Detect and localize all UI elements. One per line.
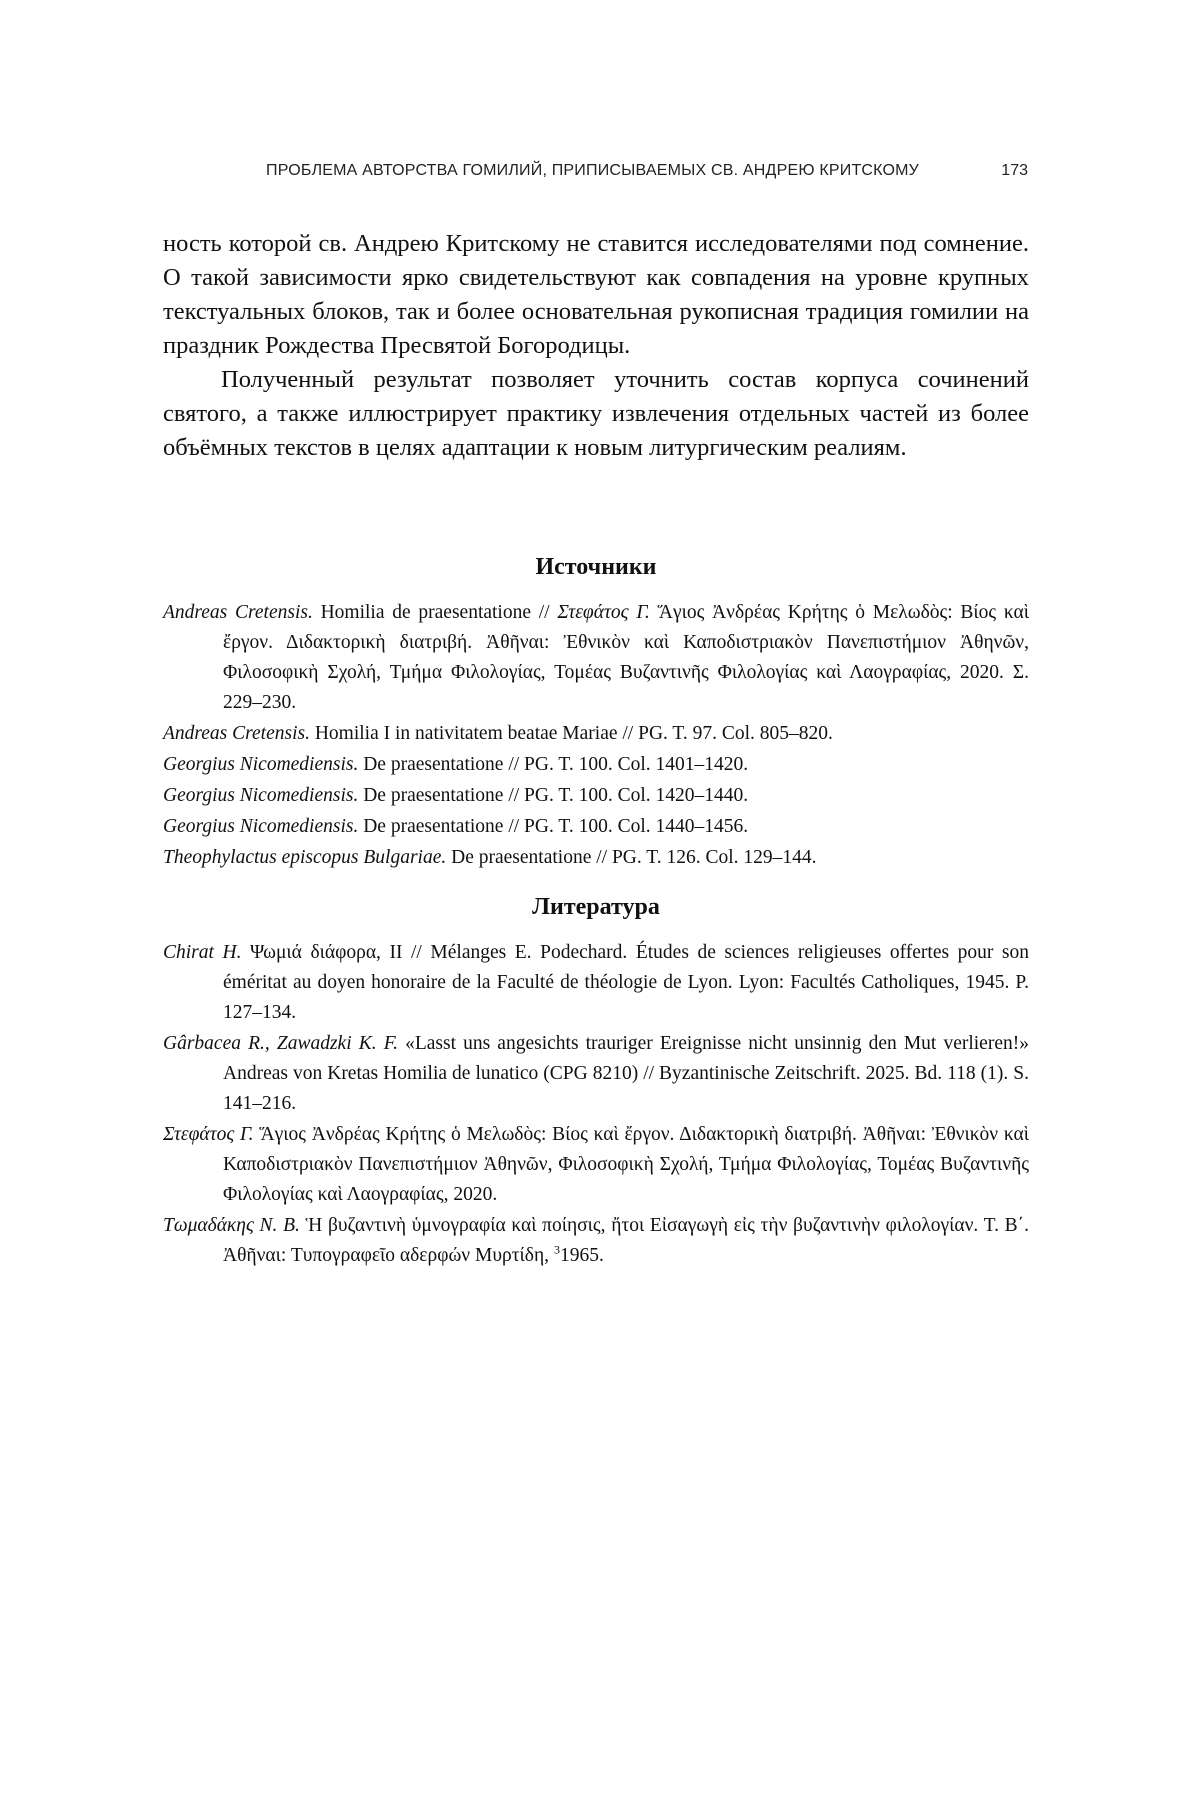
reference-author: Στεφάτος Γ.: [557, 602, 650, 623]
reference-item: [163, 1120, 1029, 1210]
sources-heading: Источники: [535, 554, 657, 580]
edition-superscript: 3: [553, 1242, 560, 1257]
reference-item: [163, 812, 1029, 842]
reference-author: Gârbacea R., Zawadzki K. F.: [163, 1033, 398, 1054]
reference-author: Georgius Nicomediensis.: [163, 816, 359, 837]
reference-text: Ἅγιος Ἀνδρέας Κρήτης ὁ Μελωδὸς: Βίος καὶ ἔργον. Διδακτορικὴ διατριβή. Ἀθῆναι: Ἐθνικὸν καὶ Καποδιστριακὸν Πανεπιστήμιον Ἀθηνῶν, Φιλοσοφικὴ Σχολή, Τμήμα Φιλολογίας, Τομέας Βυζαντινῆς Φιλολογίας καὶ Λαογραφίας, 2020. Σ. 229–230.: [223, 602, 1029, 713]
reference-text: Homilia de praesentatione //: [312, 602, 558, 623]
reference-text: De praesentatione // PG. T. 126. Col. 129–144.: [446, 847, 817, 868]
reference-text: «Lasst uns angesichts trauriger Ereignisse nicht unsinnig den Mut verlieren!» Andreas von Kretas Homilia de lunatico (CPG 8210) // Byzantinische Zeitschrift. 2025. Bd. 118 (1). S. 141–216.: [223, 1033, 1029, 1114]
reference-item: [163, 781, 1029, 811]
page-number: 173: [1001, 162, 1028, 179]
reference-author: Τωμαδάκης Ν. Β.: [163, 1215, 300, 1236]
literature-heading: Литература: [532, 894, 660, 920]
reference-item: [163, 750, 1029, 780]
reference-item: [163, 598, 1029, 718]
reference-text: Ἅγιος Ἀνδρέας Κρήτης ὁ Μελωδὸς: Βίος καὶ ἔργον. Διδακτορικὴ διατριβή. Ἀθῆναι: Ἐθνικὸν καὶ Καποδιστριακὸν Πανεπιστήμιον Ἀθηνῶν, Φιλοσοφικὴ Σχολή, Τμήμα Φιλολογίας, Τομέας Βυζαντινῆς Φιλολογίας καὶ Λαογραφίας, 2020.: [223, 1124, 1029, 1205]
reference-text: De praesentatione // PG. T. 100. Col. 1440–1456.: [358, 816, 749, 837]
reference-text: Ἡ βυζαντινὴ ὑμνογραφία καὶ ποίησις, ἤτοι Εἰσαγωγὴ εἰς τὴν βυζαντινὴν φιλολογίαν. Τ. Β΄. Ἀθῆναι: Τυπογραφεῖο αδερφών Μυρτίδη,: [223, 1215, 1029, 1266]
literature-list: [163, 938, 1029, 1272]
reference-text: Ψωμιά διάφορα, II // Mélanges E. Podechard. Études de sciences religieuses offertes pour son éméritat au doyen honoraire de la Faculté de théologie de Lyon. Lyon: Facultés Catholiques, 1945. P. 127–134.: [223, 942, 1030, 1023]
reference-item: [163, 1211, 1029, 1271]
reference-author: Andreas Cretensis.: [163, 723, 310, 744]
reference-item: [163, 843, 1029, 873]
body-text: [163, 227, 1029, 465]
running-header: ПРОБЛЕМА АВТОРСТВА ГОМИЛИЙ, ПРИПИСЫВАЕМЫХ СВ. АНДРЕЮ КРИТСКОМУ: [266, 162, 920, 179]
reference-author: Andreas Cretensis.: [163, 602, 313, 623]
reference-item: [163, 1029, 1029, 1119]
paragraph: ность которой св. Андрею Критскому не ставится исследователями под сомнение. О такой зависимости ярко свидетельствуют как совпадения на уровне крупных текстуальных блоков, так и более основательная рукописная традиция гомилии на праздник Рождества Пресвятой Богородицы.: [163, 230, 1029, 359]
reference-text: 1965.: [559, 1245, 604, 1266]
paragraph: Полученный результат позволяет уточнить состав корпуса сочинений святого, а также иллюстрирует практику извлечения отдельных частей из более объёмных текстов в целях адаптации к новым литургическим реалиям.: [163, 366, 1029, 461]
reference-author: Theophylactus episcopus Bulgariae.: [163, 847, 447, 868]
reference-author: Georgius Nicomediensis.: [163, 754, 359, 775]
reference-author: Στεφάτος Γ.: [163, 1124, 254, 1145]
reference-item: [163, 938, 1029, 1028]
reference-author: Chirat H.: [163, 942, 242, 963]
reference-text: De praesentatione // PG. T. 100. Col. 1401–1420.: [358, 754, 749, 775]
reference-text: De praesentatione // PG. T. 100. Col. 1420–1440.: [358, 785, 749, 806]
reference-author: Georgius Nicomediensis.: [163, 785, 359, 806]
sources-list: [163, 598, 1029, 874]
reference-text: Homilia I in nativitatem beatae Mariae // PG. T. 97. Col. 805–820.: [309, 723, 833, 744]
reference-item: [163, 719, 1029, 749]
